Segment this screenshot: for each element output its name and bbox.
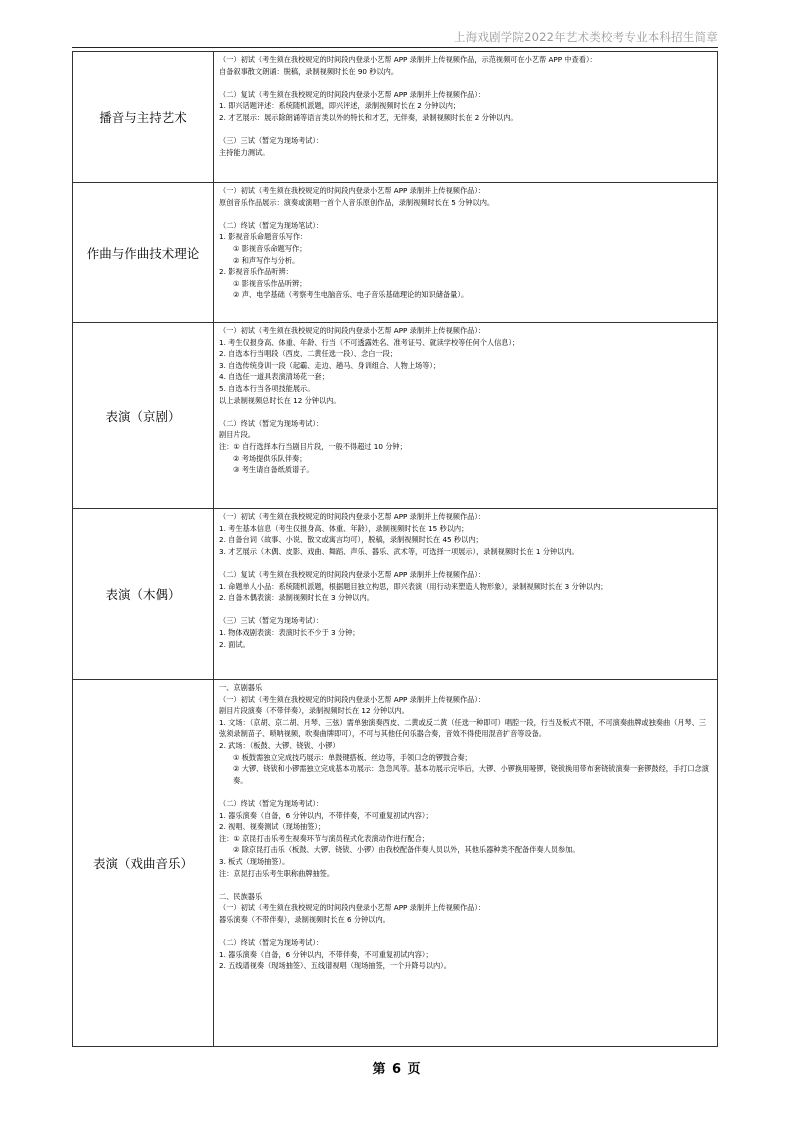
requirement-line: 剧目片段。 bbox=[219, 430, 255, 440]
exam-requirements-cell bbox=[214, 323, 718, 509]
requirement-line: （二）终试（暂定为现场考试）： bbox=[219, 418, 324, 428]
header-divider bbox=[72, 47, 718, 48]
requirement-line: 注：① 自行选择本行当剧目片段，一般不得超过 10 分钟； bbox=[219, 441, 407, 451]
table-row bbox=[73, 323, 718, 509]
requirement-line: （一）初试（考生须在我校规定的时间段内登录小艺帮 APP 录制并上传视频作品）： bbox=[219, 694, 486, 704]
requirement-line: 2. 面试。 bbox=[219, 639, 250, 649]
requirement-line: （一）初试（考生须在我校规定的时间段内登录小艺帮 APP 录制并上传视频作品，示范视频可在小艺帮 APP 中查看）： bbox=[219, 55, 597, 64]
requirement-line: ② 和声写作与分析。 bbox=[233, 255, 300, 265]
admission-requirements-table bbox=[72, 51, 718, 1047]
requirement-line: （二）终试（暂定为现场考试）： bbox=[219, 798, 324, 808]
requirement-line: （一）初试（考生须在我校规定的时间段内登录小艺帮 APP 录制并上传视频作品）： bbox=[219, 186, 486, 195]
requirement-line: 1. 器乐演奏（自备，6 分钟以内，不带伴奏，不可重复初试内容）； bbox=[219, 810, 433, 820]
document-header-title: 上海戏剧学院2022年艺术类校考专业本科招生简章 bbox=[453, 30, 718, 44]
requirement-line: 1. 命题单人小品：系统随机派题，根据题目独立构思，即兴表演（用行动来塑造人物形象），录制视频时长在 3 分钟以内； bbox=[219, 581, 608, 591]
requirement-line: 2. 才艺展示：展示除朗诵等语言类以外的特长和才艺，无伴奏，录制视频时长在 2 分钟以内。 bbox=[219, 112, 518, 122]
requirement-line: 2. 影视音乐作品听辨： bbox=[219, 267, 293, 277]
requirement-line: （二）复试（考生须在我校规定的时间段内登录小艺帮 APP 录制并上传视频作品）： bbox=[219, 89, 486, 99]
requirement-line: （一）初试（考生须在我校规定的时间段内登录小艺帮 APP 录制并上传视频作品）： bbox=[219, 326, 486, 335]
blank-line bbox=[219, 406, 713, 418]
blank-line bbox=[219, 77, 713, 89]
requirement-line: 1. 即兴话题评述：系统随机派题，即兴评述，录制视频时长在 2 分钟以内； bbox=[219, 101, 461, 111]
exam-requirements-cell bbox=[214, 183, 718, 323]
requirement-line: 自备叙事散文朗诵：脱稿，录制视频时长在 90 秒以内。 bbox=[219, 66, 399, 76]
requirement-line: 2. 自备木偶表演：录制视频时长在 3 分钟以内。 bbox=[219, 593, 374, 603]
requirement-line: 以上录制视频总时长在 12 分钟以内。 bbox=[219, 395, 341, 405]
requirement-line: 一、京剧器乐 bbox=[219, 683, 263, 692]
requirement-line: （二）复试（考生须在我校规定的时间段内登录小艺帮 APP 录制并上传视频作品）： bbox=[219, 569, 486, 579]
program-name-cell: 表演（戏曲音乐） bbox=[73, 680, 214, 1047]
table-row bbox=[73, 680, 718, 1047]
requirement-line: 剧目片段演奏（不带伴奏），录制视频时长在 12 分钟以内。 bbox=[219, 706, 409, 716]
requirement-line: ② 除京昆打击乐（板鼓、大锣、铙钹、小锣）由我校配备伴奏人员以外，其他乐器种类不配备伴奏人员参加。 bbox=[233, 845, 580, 855]
requirement-line: （三）三试（暂定为现场考试）： bbox=[219, 616, 324, 626]
requirement-line: ③ 考生请自备纸质谱子。 bbox=[233, 465, 314, 475]
requirement-line: 5. 自选本行当各项技能展示。 bbox=[219, 383, 315, 393]
requirement-line: 3. 才艺展示（木偶、皮影、戏曲、舞蹈、声乐、器乐、武术等，可选择一项展示），录制视频时长在 1 分钟以内。 bbox=[219, 546, 579, 556]
requirement-line: 1. 考生仅报身高、体重、年龄、行当（不可透露姓名、准考证号、就读学校等任何个人信息）； bbox=[219, 337, 520, 347]
requirement-line: 1. 文场：（京胡、京二胡、月琴、三弦）需单独演奏西皮、二黄或反二黄（任选一种即可）唱腔一段，行当及板式不限，不可演奏曲牌或独奏曲（月琴、三弦须录制苗子、唢呐视频，吹奏曲牌即可），不可与其他任何乐器合奏，音效不得使用混音扩音等设备。 bbox=[219, 717, 707, 739]
program-name-cell: 表演（京剧） bbox=[73, 323, 214, 509]
blank-line bbox=[219, 925, 713, 937]
requirement-line: （一）初试（考生须在我校规定的时间段内登录小艺帮 APP 录制并上传视频作品）： bbox=[219, 512, 486, 521]
requirement-line: （二）终试（暂定为现场考试）： bbox=[219, 938, 324, 948]
page-number: 第 6 页 bbox=[372, 1062, 422, 1077]
requirement-line: （一）初试（考生须在我校规定的时间段内登录小艺帮 APP 录制并上传视频作品）： bbox=[219, 903, 486, 913]
requirement-line: （三）三试（暂定为现场考试）： bbox=[219, 136, 324, 146]
requirement-line: 注：① 京昆打击乐考生视奏环节与演员程式化表演动作进行配合； bbox=[219, 833, 429, 843]
table-row bbox=[73, 183, 718, 323]
blank-line bbox=[219, 604, 713, 616]
requirement-line: 注：京昆打击乐考生职称曲牌抽签。 bbox=[219, 868, 335, 878]
requirement-line: ② 大锣、铙钹和小锣需独立完成基本功展示：急急风等。基本功展示完毕后，大锣、小锣换用哑锣，铙钹换用带布套铙钹演奏一套锣鼓经，手打口念演奏。 bbox=[233, 764, 709, 785]
requirement-line: 2. 视唱、视奏测试（现场抽签）； bbox=[219, 822, 326, 832]
requirement-line: 器乐演奏（不带伴奏），录制视频时长在 6 分钟以内。 bbox=[219, 914, 390, 924]
requirement-line: 主持能力测试。 bbox=[219, 147, 270, 157]
requirement-line: 4. 自选任一道具表演清场花一套； bbox=[219, 372, 329, 382]
requirement-line: 1. 器乐演奏（自备，6 分钟以内，不带伴奏，不可重复初试内容）； bbox=[219, 949, 433, 959]
blank-line bbox=[219, 124, 713, 136]
exam-requirements-cell bbox=[214, 680, 718, 1047]
requirement-line: 1. 影视音乐命题音乐写作： bbox=[219, 232, 308, 242]
requirement-line: ① 影视音乐作品听辨； bbox=[233, 278, 307, 288]
program-name-cell: 播音与主持艺术 bbox=[73, 52, 214, 183]
requirement-line: ② 声、电学基础（考察考生电脑音乐、电子音乐基础理论的知识储备量）。 bbox=[233, 290, 469, 300]
blank-line bbox=[219, 879, 713, 891]
requirement-line: 二、民族器乐 bbox=[219, 891, 263, 901]
requirement-line: 3. 自选传统身训一段（起霸、走边、趟马、身训组合、人物上场等）； bbox=[219, 360, 441, 370]
program-name-cell: 表演（木偶） bbox=[73, 509, 214, 680]
blank-line bbox=[219, 208, 713, 220]
blank-line bbox=[219, 557, 713, 569]
requirement-line: 2. 五线谱视奏（现场抽签）、五线谱视唱（现场抽签，一个升降号以内）。 bbox=[219, 961, 451, 971]
requirement-line: 1. 考生基本信息（考生仅报身高、体重、年龄），录制视频时长在 15 秒以内； bbox=[219, 523, 469, 533]
blank-line bbox=[219, 786, 713, 798]
exam-requirements-cell bbox=[214, 52, 718, 183]
requirement-line: 1. 物体戏剧表演：表演时长不少于 3 分钟； bbox=[219, 627, 360, 637]
program-name-cell: 作曲与作曲技术理论 bbox=[73, 183, 214, 323]
exam-requirements-cell bbox=[214, 509, 718, 680]
table-row bbox=[73, 509, 718, 680]
requirement-line: 2. 武场：（板鼓、大锣、铙钹、小锣） bbox=[219, 740, 340, 750]
requirement-line: 原创音乐作品展示：演奏或演唱一首个人音乐原创作品，录制视频时长在 5 分钟以内。 bbox=[219, 197, 495, 207]
table-row bbox=[73, 52, 718, 183]
requirement-line: ① 板鼓需独立完成技巧展示：单鼓键搭板、丝边等，手领口念的锣鼓合奏； bbox=[233, 752, 472, 762]
requirement-line: 2. 自备台词（故事、小说、散文或寓言均可），脱稿，录制视频时长在 45 秒以内； bbox=[219, 535, 483, 545]
requirement-line: ① 影视音乐命题写作； bbox=[233, 243, 307, 253]
requirement-line: 2. 自选本行当唱段（西皮、二黄任选一段）、念白一段； bbox=[219, 349, 398, 359]
requirement-line: ② 考场提供乐队伴奏； bbox=[233, 453, 307, 463]
requirement-line: 3. 板式（现场抽签）。 bbox=[219, 856, 290, 866]
requirement-line: （二）终试（暂定为现场笔试）： bbox=[219, 220, 324, 230]
